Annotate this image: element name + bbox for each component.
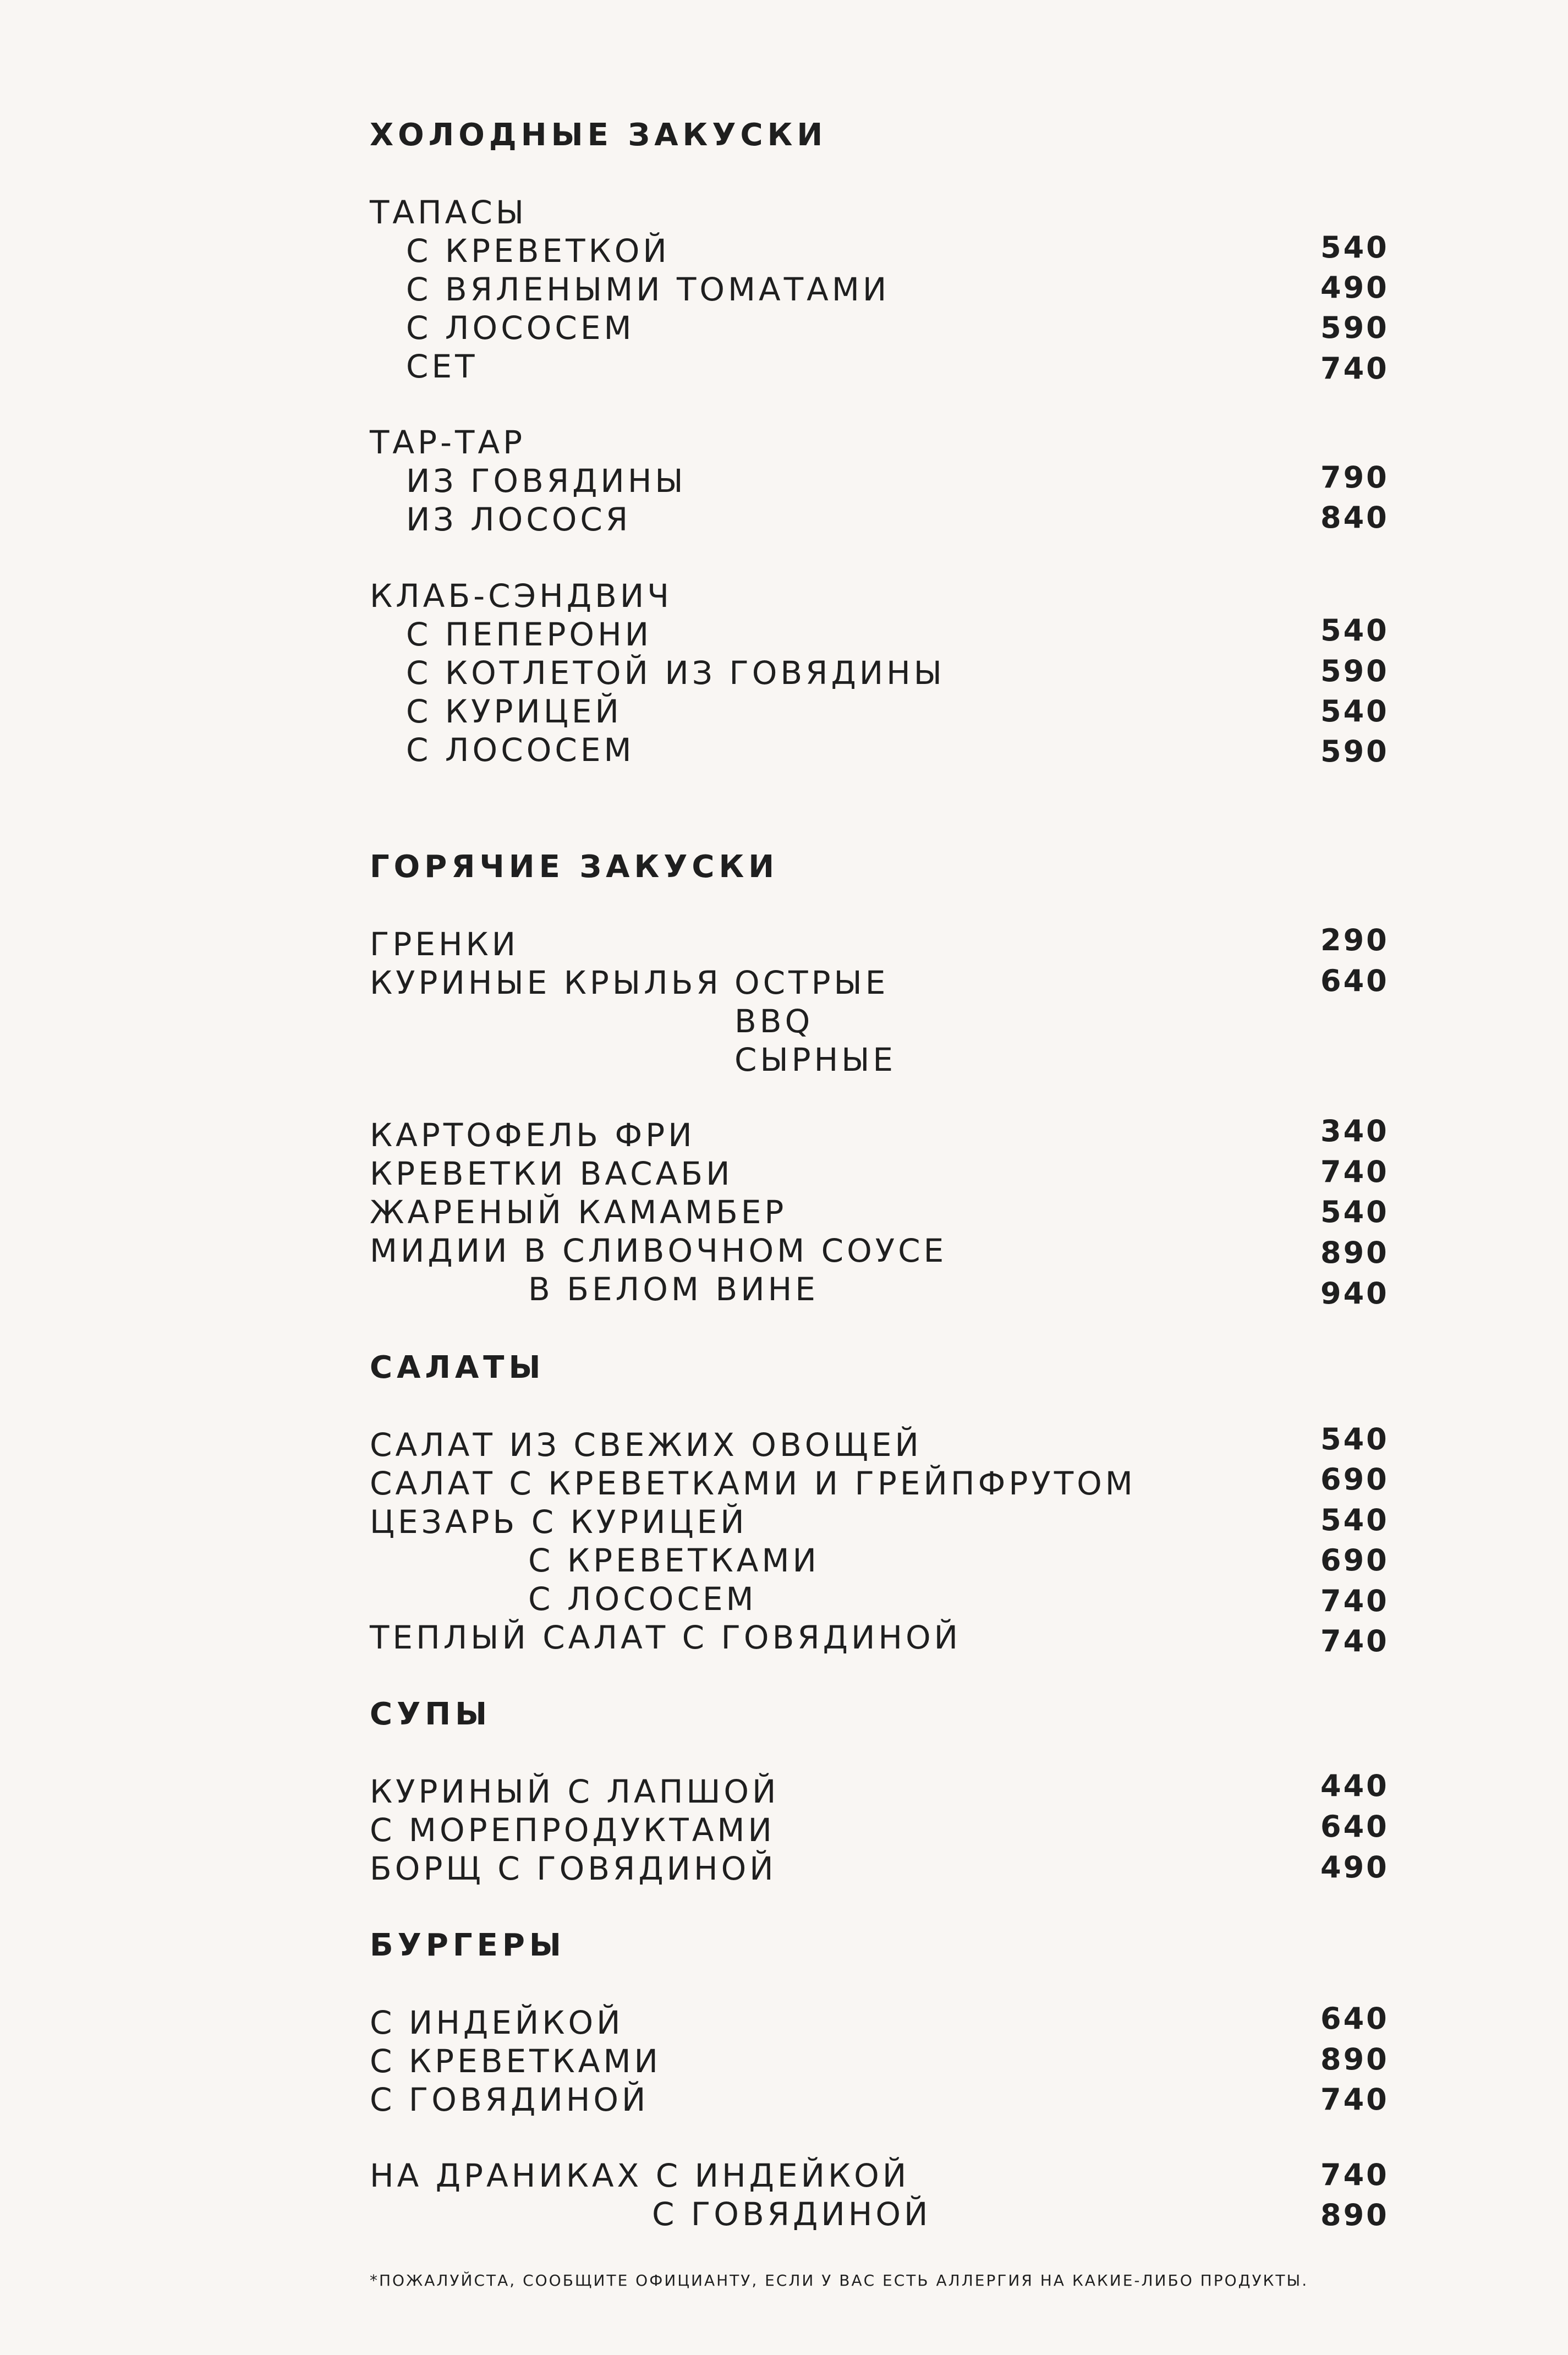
menu-item-price: 340 [1320, 1114, 1389, 1148]
menu-item-name: С ЛОСОСЕМ [406, 731, 635, 769]
menu-item-name: КУРИНЫЙ С ЛАПШОЙ [370, 1773, 780, 1810]
group-title-tartar: ТАР-ТАР [370, 424, 526, 461]
menu-item-name: С КРЕВЕТКАМИ [528, 1542, 820, 1579]
menu-item-name: МИДИИ В СЛИВОЧНОМ СОУСЕ [370, 1232, 947, 1269]
menu-item-name: ИЗ ЛОСОСЯ [406, 501, 632, 538]
allergy-footnote: *ПОЖАЛУЙСТА, СООБЩИТЕ ОФИЦИАНТУ, ЕСЛИ У ВАС ЕСТЬ АЛЛЕРГИЯ НА КАКИЕ-ЛИБО ПРОДУКТЫ. [370, 2271, 1309, 2290]
menu-item-price: 940 [1320, 1276, 1389, 1311]
menu-item-name: КАРТОФЕЛЬ ФРИ [370, 1116, 695, 1154]
section-heading-burgers: БУРГЕРЫ [370, 1927, 566, 1963]
menu-item-price: 690 [1320, 1462, 1389, 1497]
menu-item-price: 290 [1320, 923, 1389, 957]
menu-item-price: 440 [1320, 1768, 1389, 1803]
menu-item-name: С КРЕВЕТКАМИ [370, 2042, 661, 2080]
menu-item-name: С ГОВЯДИНОЙ [652, 2195, 931, 2233]
menu-item-name: ГРЕНКИ [370, 925, 519, 963]
menu-item-variant: СЫРНЫЕ [734, 1041, 897, 1078]
menu-item-price: 540 [1320, 230, 1389, 265]
menu-item-price: 540 [1320, 1422, 1389, 1456]
menu-item-price: 740 [1320, 1154, 1389, 1189]
menu-item-price: 590 [1320, 310, 1389, 345]
menu-item-name: С ЛОСОСЕМ [406, 309, 635, 347]
menu-item-price: 690 [1320, 1543, 1389, 1578]
menu-item-name: ЦЕЗАРЬ С КУРИЦЕЙ [370, 1503, 748, 1541]
menu-item-price: 890 [1320, 2042, 1389, 2077]
menu-item-name: С КОТЛЕТОЙ ИЗ ГОВЯДИНЫ [406, 654, 945, 692]
menu-item-name: КУРИНЫЕ КРЫЛЬЯ [370, 964, 722, 1001]
menu-item-price: 540 [1320, 1503, 1389, 1537]
section-heading-soups: СУПЫ [370, 1696, 492, 1732]
menu-item-price: 540 [1320, 1195, 1389, 1229]
menu-item-price: 590 [1320, 734, 1389, 769]
section-heading-salads: САЛАТЫ [370, 1350, 545, 1385]
menu-item-name: ТЕПЛЫЙ САЛАТ С ГОВЯДИНОЙ [370, 1619, 962, 1656]
menu-item-name: В БЕЛОМ ВИНЕ [528, 1270, 819, 1308]
menu-item-price: 840 [1320, 500, 1389, 535]
menu-item-price: 490 [1320, 1850, 1389, 1885]
menu-item-price: 740 [1320, 1624, 1389, 1658]
menu-item-price: 540 [1320, 694, 1389, 729]
menu-item-name: САЛАТ С КРЕВЕТКАМИ И ГРЕЙПФРУТОМ [370, 1465, 1136, 1502]
menu-item-name: С ПЕПЕРОНИ [406, 616, 653, 653]
menu-item-variant: BBQ [734, 1003, 814, 1040]
menu-item-price: 890 [1320, 2198, 1389, 2232]
menu-item-name: С ВЯЛЕНЫМИ ТОМАТАМИ [406, 271, 890, 308]
menu-item-name: С МОРЕПРОДУКТАМИ [370, 1811, 775, 1849]
menu-item-price: 890 [1320, 1235, 1389, 1270]
menu-item-name: С КРЕВЕТКОЙ [406, 232, 670, 270]
menu-item-price: 740 [1320, 2157, 1389, 2192]
menu-item-name: ИЗ ГОВЯДИНЫ [406, 462, 687, 500]
menu-item-name: БОРЩ С ГОВЯДИНОЙ [370, 1850, 777, 1887]
menu-item-name: КРЕВЕТКИ ВАСАБИ [370, 1155, 733, 1192]
menu-item-name: С КУРИЦЕЙ [406, 693, 622, 730]
menu-item-variant: ОСТРЫЕ [734, 964, 889, 1001]
menu-item-price: 540 [1320, 613, 1389, 648]
menu-item-price: 490 [1320, 270, 1389, 305]
menu-item-price: 740 [1320, 1584, 1389, 1618]
menu-item-name: САЛАТ ИЗ СВЕЖИХ ОВОЩЕЙ [370, 1426, 922, 1464]
menu-item-name: С ГОВЯДИНОЙ [370, 2081, 649, 2118]
menu-item-price: 590 [1320, 654, 1389, 688]
section-heading-hot: ГОРЯЧИЕ ЗАКУСКИ [370, 849, 779, 885]
menu-item-price: 640 [1320, 1809, 1389, 1844]
menu-item-price: 740 [1320, 351, 1389, 386]
menu-item-price: 640 [1320, 963, 1389, 998]
group-title-club-sandwich: КЛАБ-СЭНДВИЧ [370, 577, 673, 615]
menu-item-price: 790 [1320, 460, 1389, 495]
menu-item-name: С ИНДЕЙКОЙ [370, 2004, 624, 2041]
menu-item-name: ЖАРЕНЫЙ КАМАМБЕР [370, 1193, 787, 1231]
section-heading-cold: ХОЛОДНЫЕ ЗАКУСКИ [370, 117, 827, 153]
menu-item-price: 640 [1320, 2001, 1389, 2036]
menu-item-name: С ЛОСОСЕМ [528, 1580, 757, 1618]
group-title-tapas: ТАПАСЫ [370, 194, 528, 231]
menu-item-price: 740 [1320, 2082, 1389, 2117]
menu-item-name: НА ДРАНИКАХ С ИНДЕЙКОЙ [370, 2157, 910, 2194]
menu-item-name: СЕТ [406, 348, 478, 385]
